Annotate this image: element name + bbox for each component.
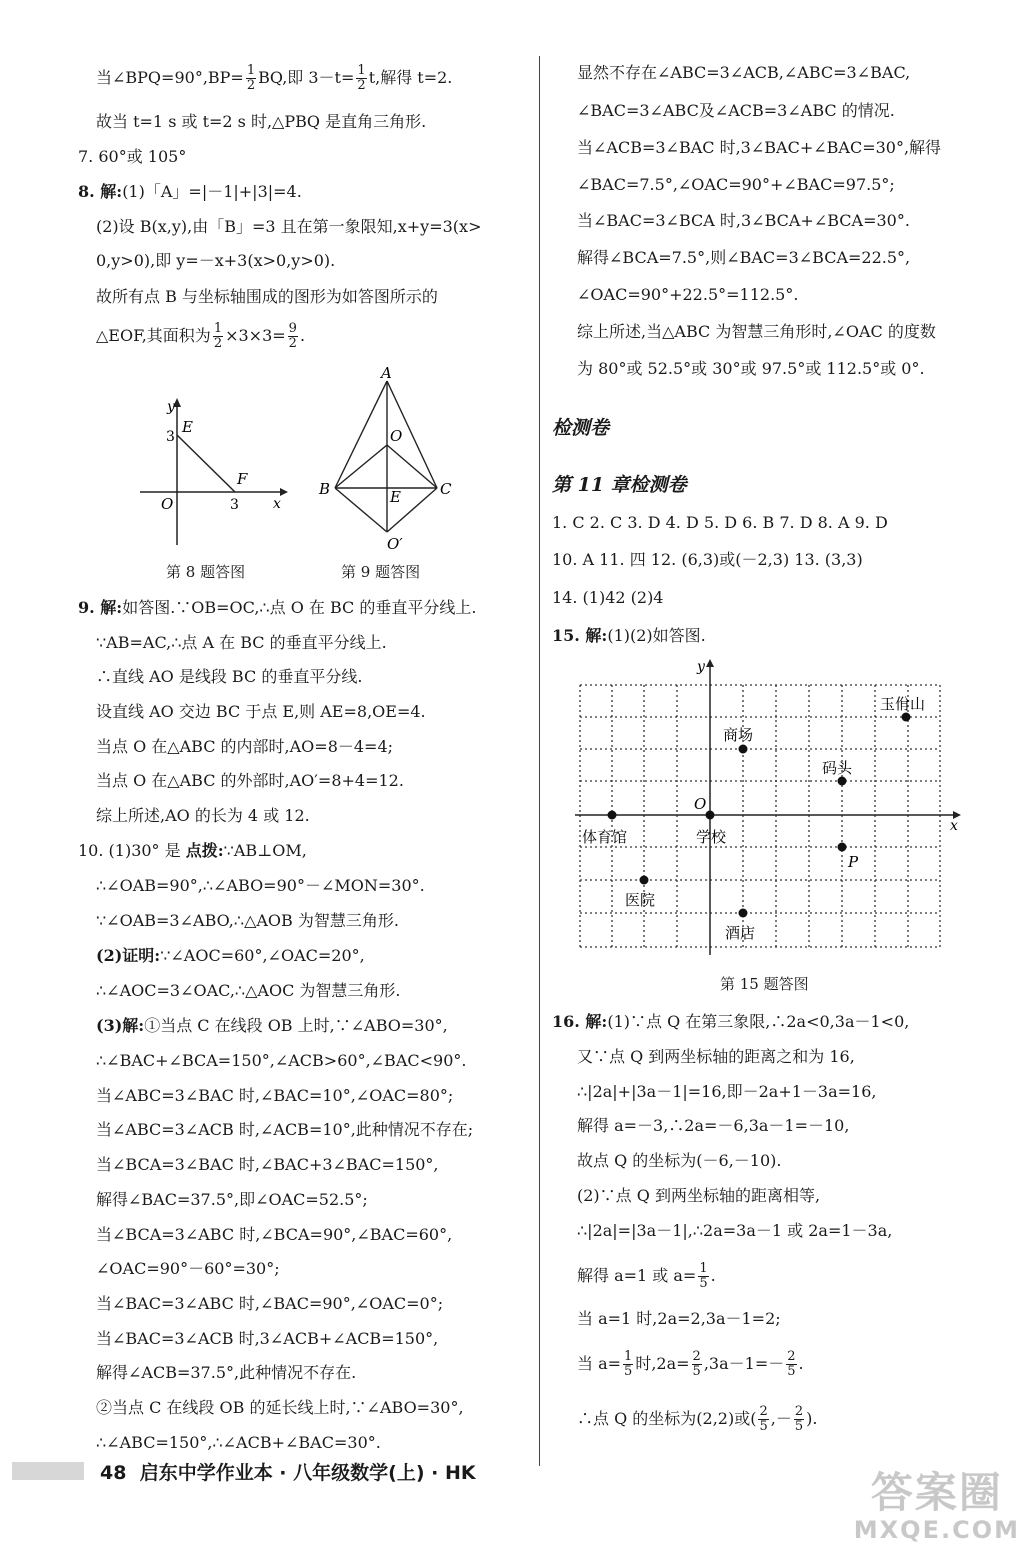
text-line: △EOF,其面积为 $\frac{1}{2}$ ×3×3= $\frac{9}{2}$ . [96, 321, 306, 351]
text-line: (3)解:①当点 C 在线段 OB 上时,∵∠ABO=30°, [96, 1016, 448, 1035]
book-title: 启东中学作业本 · 八年级数学(上) · HK [139, 1462, 476, 1484]
mountain-label: 玉佾山 [880, 695, 926, 713]
watermark: 答案圈 MXQE.COM [853, 1468, 1020, 1544]
text-line: ∴点 Q 的坐标为(2,2)或( $\frac{2}{5}$ ,－ $\frac{2}{5}$ ). [577, 1404, 818, 1434]
figure-15-map [570, 655, 970, 960]
text-line: 解得 a=－3,∴2a=－6,3a－1=－10, [577, 1116, 850, 1135]
text-line: 当∠BAC=3∠ABC 时,∠BAC=90°,∠OAC=0°; [96, 1294, 444, 1313]
text-line: 为 80°或 52.5°或 30°或 97.5°或 112.5°或 0°. [577, 359, 925, 378]
fraction: $\frac{9}{2}$ [288, 321, 297, 351]
point-a-label: A [381, 365, 392, 382]
text-line: 9. 解:如答图.∵OB=OC,∴点 O 在 BC 的垂直平分线上. [78, 598, 477, 617]
text-line: 16. 解:(1)∵点 Q 在第三象限,∴2a<0,3a－1<0, [552, 1012, 910, 1031]
text-line: 综上所述,AO 的长为 4 或 12. [96, 806, 310, 825]
text-line: 当∠ABC=3∠BAC 时,∠BAC=10°,∠OAC=80°; [96, 1086, 454, 1105]
text-line: ∵∠OAB=3∠ABO,∴△AOB 为智慧三角形. [96, 911, 399, 930]
text-line: (2)∵点 Q 到两坐标轴的距离相等, [577, 1186, 821, 1205]
x-axis-label: x [273, 496, 281, 512]
fraction: $\frac{1}{2}$ [357, 63, 366, 93]
tick-label: 3 [166, 429, 175, 445]
point-o-label: O [390, 427, 403, 445]
text-line: 当点 O 在△ABC 的外部时,AO′=8+4=12. [96, 771, 404, 790]
text-line: 解得∠BAC=37.5°,即∠OAC=52.5°; [96, 1190, 368, 1209]
text-line: (2)证明:∵∠AOC=60°,∠OAC=20°, [96, 946, 365, 965]
text-line: ∠BAC=7.5°,∠OAC=90°+∠BAC=97.5°; [577, 175, 895, 194]
text-line: 综上所述,当△ABC 为智慧三角形时,∠OAC 的度数 [577, 322, 936, 341]
figure-15-caption: 第 15 题答图 [720, 975, 809, 993]
point-e-label: E [390, 488, 401, 506]
text-line: ∴|2a|=|3a－1|,∴2a=3a－1 或 2a=1－3a, [577, 1221, 893, 1240]
fraction: $\frac{1}{2}$ [246, 63, 256, 93]
text-line: ∴|2a|+|3a－1|=16,即－2a+1－3a=16, [577, 1082, 877, 1101]
text-line: 故所有点 B 与坐标轴围成的图形为如答图所示的 [96, 287, 438, 306]
figure-9-diagram [315, 365, 460, 560]
page-footer [100, 1458, 476, 1485]
text-line: ②当点 C 在线段 OB 的延长线上时,∵∠ABO=30°, [96, 1398, 464, 1417]
mountain-point [902, 713, 911, 722]
hospital-label: 医院 [625, 891, 656, 909]
text-line: 解得 a=1 或 a= $\frac{1}{5}$ . [577, 1261, 716, 1291]
text-line: ∴∠BAC+∠BCA=150°,∠ACB>60°,∠BAC<90°. [96, 1051, 467, 1070]
origin-label: O [161, 495, 174, 513]
fraction: $\frac{1}{2}$ [213, 321, 223, 351]
mall-label: 商场 [723, 726, 754, 744]
text-line: ∵AB=AC,∴点 A 在 BC 的垂直平分线上. [96, 633, 387, 652]
text-line: ∠BAC=3∠ABC及∠ACB=3∠ABC 的情况. [577, 101, 895, 120]
p-label: P [848, 853, 859, 871]
text-line: 当 a= $\frac{1}{5}$ 时,2a= $\frac{2}{5}$ ,3a－1=－ $\frac{2}{5}$ . [577, 1349, 804, 1379]
tick-label: 3 [230, 497, 239, 513]
text-line: 解得∠ACB=37.5°,此种情况不存在. [96, 1363, 357, 1382]
text-line: 当 a=1 时,2a=2,3a－1=2; [577, 1309, 781, 1328]
text-line: 又∵点 Q 到两坐标轴的距离之和为 16, [577, 1047, 855, 1066]
school-point [706, 811, 715, 820]
text-line: 故点 Q 的坐标为(－6,－10). [577, 1151, 782, 1170]
text-line: 8. 解:(1)「A」=|－1|+|3|=4. [78, 182, 302, 201]
fraction: $\frac{1}{5}$ [624, 1349, 633, 1379]
column-divider [539, 56, 540, 1466]
figure-8-graph [130, 395, 290, 550]
answer-line: 14. (1)42 (2)4 [552, 588, 664, 607]
text-line: 15. 解:(1)(2)如答图. [552, 626, 706, 645]
text-line: 当∠BPQ=90°,BP= $\frac{1}{2}$ BQ,即 3－t= $\frac{1}{2}$ t,解得 t=2. [96, 63, 453, 93]
footer-bar [12, 1462, 84, 1480]
fraction: $\frac{2}{5}$ [794, 1404, 804, 1434]
text-line: ∠OAC=90°－60°=30°; [96, 1259, 280, 1278]
point-f-label: F [237, 470, 248, 488]
text-line: ∴直线 AO 是线段 BC 的垂直平分线. [96, 667, 363, 686]
text-line: ∴∠OAB=90°,∴∠ABO=90°－∠MON=30°. [96, 876, 425, 895]
text-line: 7. 60°或 105° [78, 147, 187, 166]
fraction: $\frac{2}{5}$ [692, 1349, 701, 1379]
p-point [838, 843, 847, 852]
section-heading: 检测卷 [552, 417, 610, 439]
point-e-label: E [182, 418, 193, 436]
answer-line: 1. C 2. C 3. D 4. D 5. D 6. B 7. D 8. A 9. D [552, 513, 888, 532]
text-line: (2)设 B(x,y),由「B」=3 且在第一象限知,x+y=3(x> [96, 217, 482, 236]
text-line: 当∠BCA=3∠BAC 时,∠BAC+3∠BAC=150°, [96, 1155, 439, 1174]
page-number: 48 [100, 1462, 127, 1484]
text-line: 显然不存在∠ABC=3∠ACB,∠ABC=3∠BAC, [577, 63, 911, 82]
point-c-label: C [440, 480, 452, 498]
text-line: ∴∠ABC=150°,∴∠ACB+∠BAC=30°. [96, 1433, 381, 1452]
figure-9-caption: 第 9 题答图 [341, 563, 421, 581]
point-b-label: B [319, 480, 331, 498]
pier-point [838, 777, 847, 786]
fraction: $\frac{1}{5}$ [699, 1261, 708, 1291]
text-line: ∴∠AOC=3∠OAC,∴△AOC 为智慧三角形. [96, 981, 401, 1000]
text-line: 0,y>0),即 y=－x+3(x>0,y>0). [96, 251, 336, 270]
origin-label: O [694, 795, 707, 813]
fraction: $\frac{2}{5}$ [787, 1349, 796, 1379]
hospital-point [640, 876, 649, 885]
gym-label: 体育馆 [582, 828, 628, 846]
y-axis-label: y [167, 399, 175, 415]
fraction: $\frac{2}{5}$ [759, 1404, 768, 1434]
hotel-label: 酒店 [725, 924, 756, 942]
text-line: 当∠BAC=3∠BCA 时,3∠BCA+∠BCA=30°. [577, 211, 910, 230]
school-label: 学校 [696, 828, 727, 846]
hotel-point [739, 909, 748, 918]
mall-point [739, 745, 748, 754]
text-line: 故当 t=1 s 或 t=2 s 时,△PBQ 是直角三角形. [96, 112, 427, 131]
text-line: 当点 O 在△ABC 的内部时,AO=8－4=4; [96, 737, 394, 756]
y-axis-label: y [697, 659, 705, 675]
text-line: 当∠BCA=3∠ABC 时,∠BCA=90°,∠BAC=60°, [96, 1225, 453, 1244]
text-line: 解得∠BCA=7.5°,则∠BAC=3∠BCA=22.5°, [577, 248, 911, 267]
text-line: 设直线 AO 交边 BC 于点 E,则 AE=8,OE=4. [96, 702, 426, 721]
text-line: ∠OAC=90°+22.5°=112.5°. [577, 285, 799, 304]
text-line: 当∠ABC=3∠ACB 时,∠ACB=10°,此种情况不存在; [96, 1120, 474, 1139]
figure-8-caption: 第 8 题答图 [166, 563, 246, 581]
point-o-prime-label: O′ [387, 535, 403, 553]
text-line: 当∠ACB=3∠BAC 时,3∠BAC+∠BAC=30°,解得 [577, 138, 942, 157]
text-line: 10. (1)30° 是 点拨:∵AB⊥OM, [78, 841, 307, 860]
chapter-heading: 第 11 章检测卷 [552, 474, 687, 496]
gym-point [608, 811, 617, 820]
pier-label: 码头 [822, 759, 853, 777]
answer-line: 10. A 11. 四 12. (6,3)或(－2,3) 13. (3,3) [552, 550, 863, 569]
text-line: 当∠BAC=3∠ACB 时,3∠ACB+∠ACB=150°, [96, 1329, 439, 1348]
x-axis-label: x [950, 818, 958, 834]
